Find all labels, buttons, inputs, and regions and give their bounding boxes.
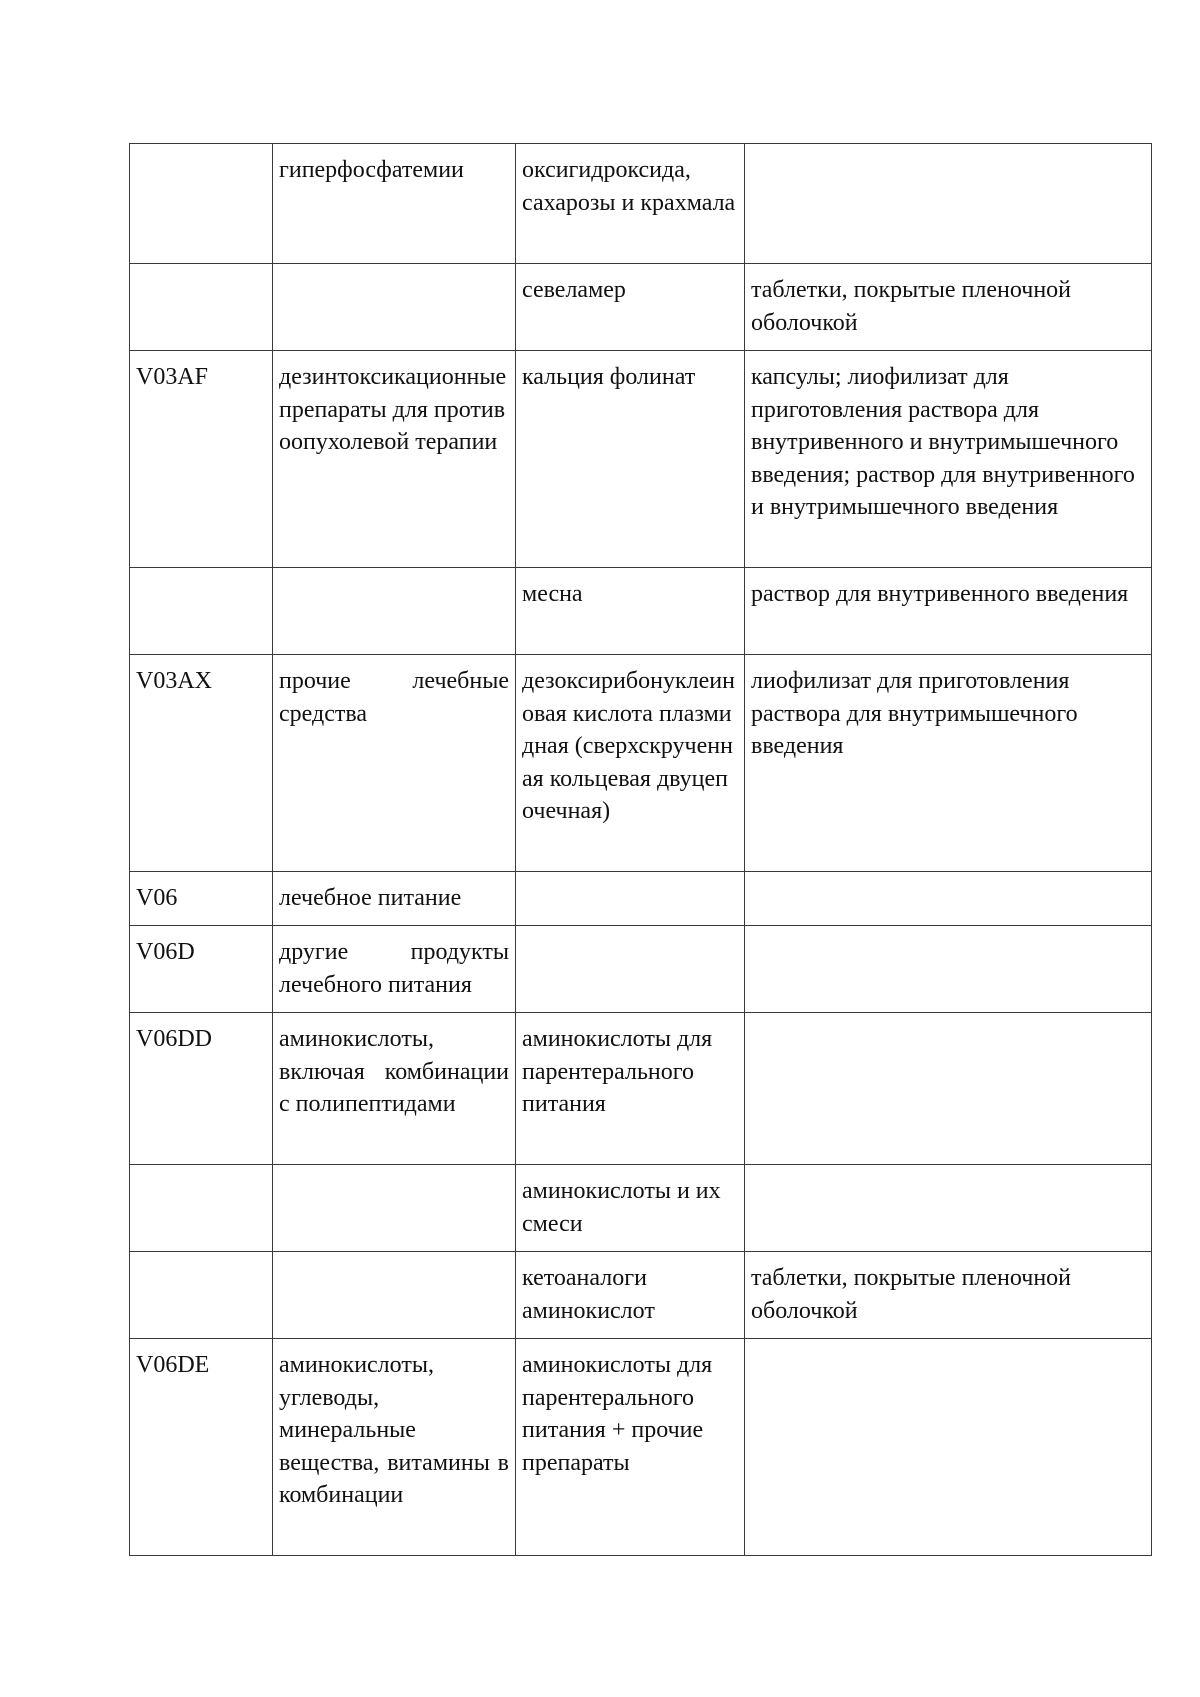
table-row [130,655,1152,872]
dosage-form-cell: лиофилизат для приготовления раствора для внутримышечного введения [745,655,1152,872]
table-row [130,1013,1152,1165]
pharmacological-group-cell [273,1165,516,1252]
table-row [130,568,1152,655]
atc-code-cell: V06 [130,872,273,926]
atc-code-cell [130,1252,273,1339]
pharmacological-group-cell: аминокислоты, углеводы, минеральные вещества, витамины в комбинации [273,1339,516,1556]
atc-code-cell: V06D [130,926,273,1013]
drug-name-cell: севеламер [516,264,745,351]
drug-name-cell: аминокислоты для парентерального питания [516,1013,745,1165]
atc-code-cell [130,264,273,351]
atc-code-cell: V03AF [130,351,273,568]
pharmacological-group-cell: аминокислоты, включая комбинации с полипептидами [273,1013,516,1165]
atc-code-cell [130,568,273,655]
atc-code-cell: V06DD [130,1013,273,1165]
pharmacological-group-cell [273,568,516,655]
dosage-form-cell [745,1339,1152,1556]
table-row [130,926,1152,1013]
dosage-form-cell: таблетки, покрытые пленочной оболочкой [745,1252,1152,1339]
drug-name-cell: оксигидроксида, сахарозы и крахмала [516,144,745,264]
atc-code-cell [130,1165,273,1252]
drug-classification-table [129,143,1152,1556]
pharmacological-group-cell: другие продукты лечебного питания [273,926,516,1013]
drug-name-cell: аминокислоты и их смеси [516,1165,745,1252]
table-row [130,264,1152,351]
table-row [130,144,1152,264]
dosage-form-cell [745,144,1152,264]
pharmacological-group-cell: прочие лечебные средства [273,655,516,872]
table-row [130,1165,1152,1252]
atc-code-cell [130,144,273,264]
drug-name-cell [516,872,745,926]
dosage-form-cell [745,1165,1152,1252]
dosage-form-cell: капсулы; лиофилизат для приготовления раствора для внутривенного и внутримышечного введения; раствор для внутривенного и внутримышечного введения [745,351,1152,568]
drug-name-cell: кетоаналоги аминокислот [516,1252,745,1339]
pharmacological-group-cell: дезинтоксикационные препараты для противоопухолевой терапии [273,351,516,568]
drug-name-cell: аминокислоты для парентерального питания + прочие препараты [516,1339,745,1556]
drug-name-cell [516,926,745,1013]
table-row [130,1339,1152,1556]
pharmacological-group-cell: лечебное питание [273,872,516,926]
table-row [130,1252,1152,1339]
table-row [130,351,1152,568]
dosage-form-cell: раствор для внутривенного введения [745,568,1152,655]
dosage-form-cell [745,1013,1152,1165]
table-row [130,872,1152,926]
drug-name-cell: кальция фолинат [516,351,745,568]
drug-name-cell: дезоксирибонуклеиновая кислота плазмидная (сверхскрученная кольцевая двуцепочечная) [516,655,745,872]
atc-code-cell: V03AX [130,655,273,872]
pharmacological-group-cell [273,264,516,351]
dosage-form-cell [745,872,1152,926]
drug-name-cell: месна [516,568,745,655]
pharmacological-group-cell [273,1252,516,1339]
atc-code-cell: V06DE [130,1339,273,1556]
dosage-form-cell [745,926,1152,1013]
pharmacological-group-cell: гиперфосфатемии [273,144,516,264]
dosage-form-cell: таблетки, покрытые пленочной оболочкой [745,264,1152,351]
